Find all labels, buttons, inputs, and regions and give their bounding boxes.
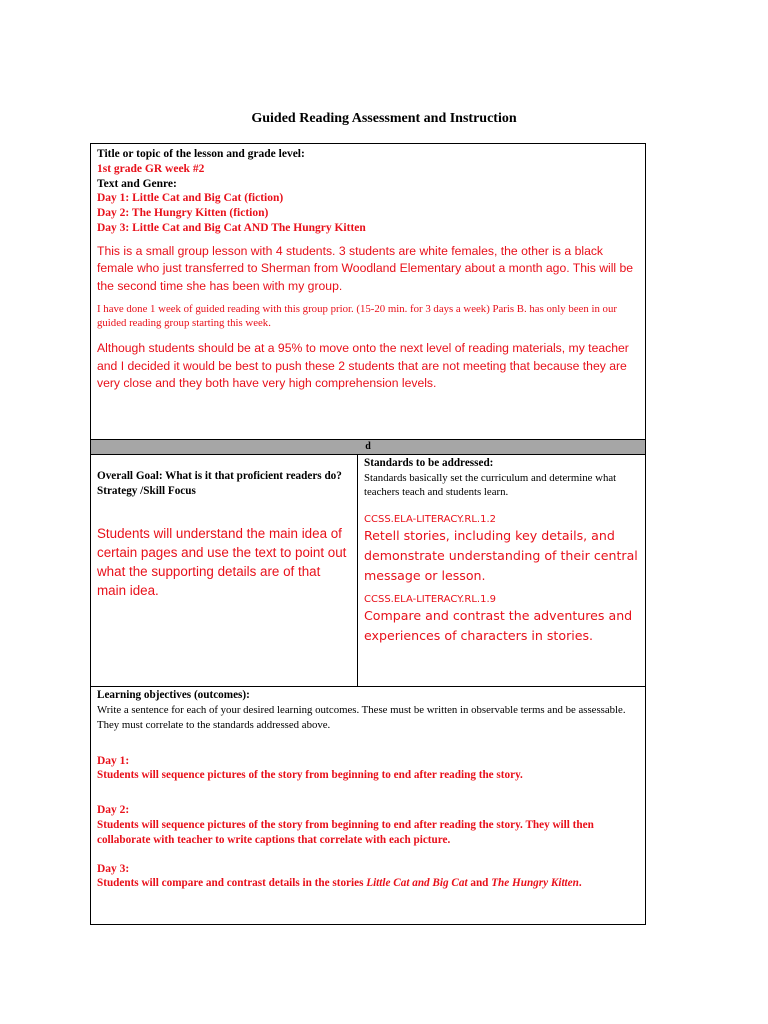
objective-day2-text: Students will sequence pictures of the story from beginning to end after reading the story. They will then collaborate with teacher to write captions that correlate with each picture. — [97, 818, 594, 846]
group-description: This is a small group lesson with 4 students. 3 students are white females, the other is a black female who just transferred to Sherman from Woodland Elementary about a month ago. This will be the second time she has been with my group. — [97, 243, 634, 293]
standards-intro: Standards basically set the curriculum and determine what teachers teach and students learn. — [364, 471, 617, 498]
objective-day3 — [97, 862, 639, 892]
objective-day1 — [97, 754, 639, 784]
lesson-info-section — [91, 144, 645, 439]
objective-day3-text-start: Students will compare and contrast details in the stories — [97, 877, 367, 890]
objective-day1-label: Day 1: — [97, 754, 130, 767]
goal-section — [91, 455, 358, 686]
objectives-heading: Learning objectives (outcomes): — [97, 689, 250, 701]
objectives-intro: Write a sentence for each of your desired learning outcomes. These must be written in observable terms and be assessable. They must correlate to the standards addressed above. — [97, 703, 626, 731]
lesson-title-label: Title or topic of the lesson and grade level: — [97, 148, 305, 160]
book-title-hungry-kitten: The Hungry Kitten — [491, 877, 579, 890]
objective-day2-label: Day 2: — [97, 804, 130, 817]
objective-day3-and: and — [467, 877, 492, 890]
day1-text: Day 1: Little Cat and Big Cat (fiction) — [97, 192, 284, 205]
objective-day2 — [97, 803, 639, 848]
standards-heading: Standards to be addressed: — [364, 457, 494, 469]
prior-reading-note: I have done 1 week of guided reading with this group prior. (15-20 min. for 3 days a week) Paris B. has only been in our guided reading group starting this week. — [97, 302, 617, 330]
reading-level-note: Although students should be at a 95% to move onto the next level of reading materials, my teacher and I decided it would be best to push these 2 students that are not meeting that because they are very close and they both have very high comprehension levels. — [97, 341, 629, 391]
objective-day3-end: . — [578, 877, 582, 890]
day2-text: Day 2: The Hungry Kitten (fiction) — [97, 207, 269, 220]
objective-day3-text — [97, 876, 639, 891]
goal-text: Students will understand the main idea of certain pages and use the text to point out what the supporting details are of that main idea. — [97, 526, 347, 598]
text-genre-label: Text and Genre: — [97, 177, 177, 190]
standard-code-1: CCSS.ELA-LITERACY.RL.1.2 — [364, 513, 497, 525]
objectives-section — [91, 686, 645, 924]
lesson-title-value: 1st grade GR week #2 — [97, 162, 205, 175]
standards-section — [358, 455, 645, 686]
objective-day3-label: Day 3: — [97, 862, 130, 875]
standard-text-2: Compare and contrast the adventures and experiences of characters in stories. — [364, 607, 633, 643]
document-title: Guided Reading Assessment and Instruction — [251, 111, 517, 126]
day3-text: Day 3: Little Cat and Big Cat AND The Hungry Kitten — [97, 221, 366, 234]
objective-day1-text: Students will sequence pictures of the story from beginning to end after reading the story. — [97, 769, 523, 782]
section-divider: d — [91, 439, 645, 455]
lesson-plan-table — [90, 143, 646, 925]
goal-heading: Overall Goal: What is it that proficient readers do? Strategy /Skill Focus — [97, 470, 342, 497]
standard-text-1: Retell stories, including key details, and demonstrate understanding of their central message or lesson. — [364, 527, 638, 583]
standard-code-2: CCSS.ELA-LITERACY.RL.1.9 — [364, 593, 497, 605]
book-title-little-cat: Little Cat and Big Cat — [366, 877, 468, 890]
